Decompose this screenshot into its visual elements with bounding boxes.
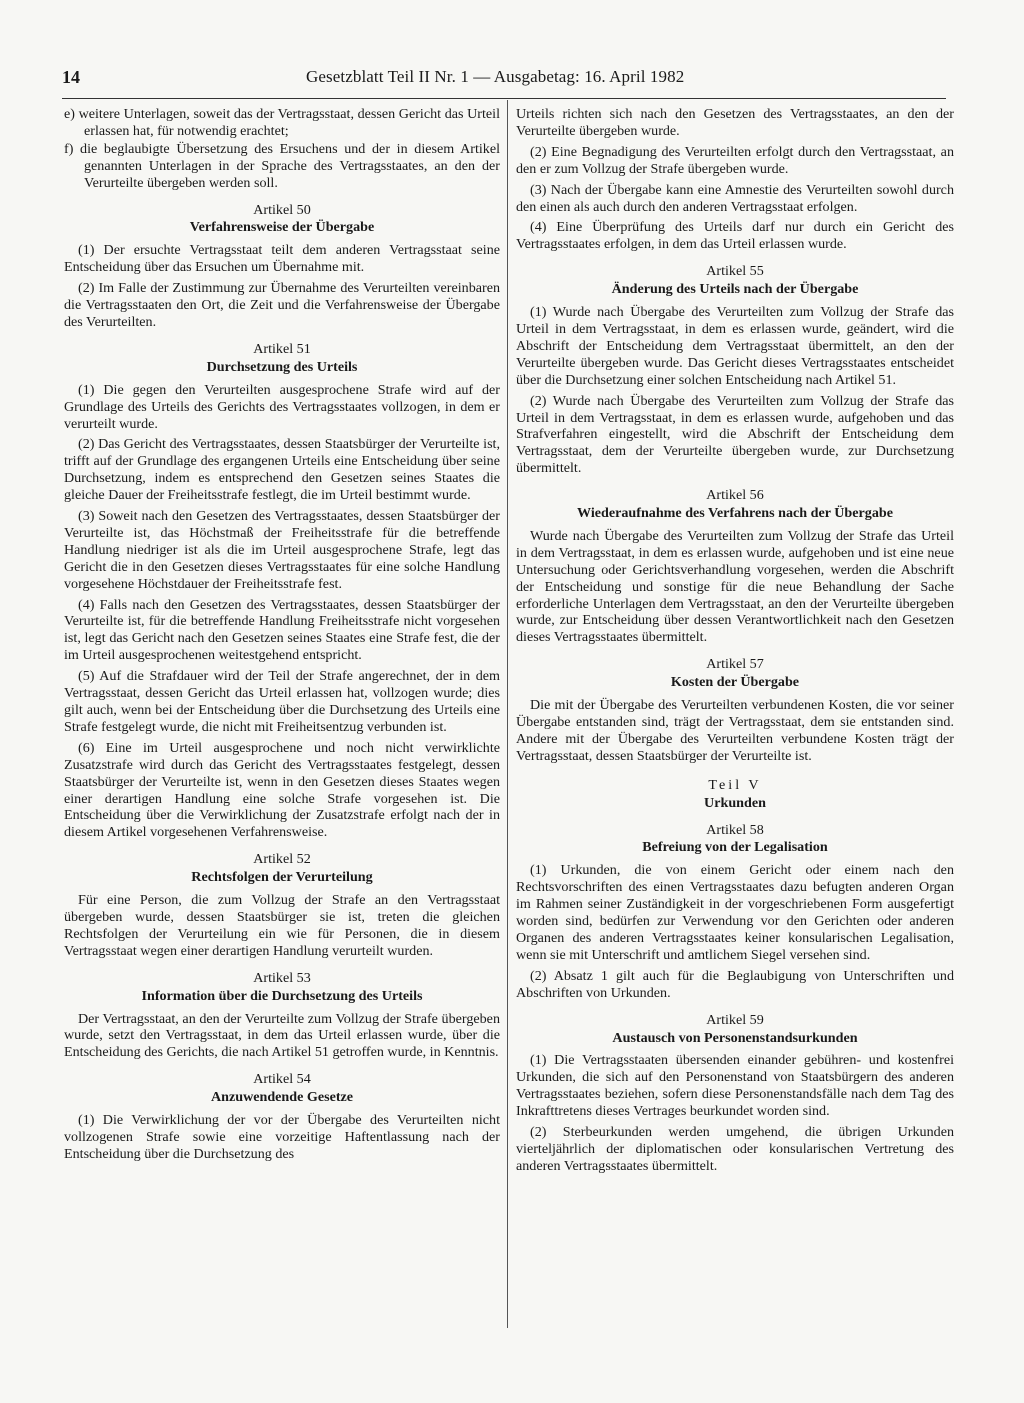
page-number: 14 <box>62 67 80 87</box>
article-heading: Durchsetzung des Urteils <box>206 358 358 375</box>
list-item: e) weitere Unterlagen, soweit das der Vertragsstaat, dessen Gericht das Urteil erlassen hat, für notwendig erachtet; <box>64 106 500 139</box>
paragraph: Der Vertragsstaat, an den der Verurteilte zum Vollzug der Strafe übergeben wurde, setzt den Vertragsstaat, in dem das Urteil erlassen wurde, über die Entscheidung des Gerichts, die nach Artikel 51 getroffen wurde, in Kenntnis. <box>64 1010 500 1061</box>
paragraph: (1) Die Verwirklichung der vor der Übergabe des Verurteilten nicht vollzogenen Strafe sowie eine vorzeitige Haftentlassung nach der Entscheidung über die Durchsetzung des <box>64 1112 500 1162</box>
article-heading: Kosten der Übergabe <box>670 674 800 691</box>
paragraph: (3) Nach der Übergabe kann eine Amnestie des Verurteilten sowohl durch den einen als auch durch den anderen Vertragsstaat erfolgen. <box>516 181 954 215</box>
paragraph: (2) Absatz 1 gilt auch für die Beglaubigung von Unterschriften und Abschriften von Urkunden. <box>516 967 954 1001</box>
paragraph: (6) Eine im Urteil ausgesprochene und noch nicht verwirklichte Zusatzstrafe wird durch das Gericht des Vertragsstaates festgelegt, dessen Staatsbürger der Verurteilte ist, wenn in den Gesetzen dieses Staates wegen einer derartigen Handlung eine solche Strafe vorgesehen ist. Die Entscheidung über die Verwirklichung der Zusatzstrafe erfolgt nach der in diesem Artikel vorgesehenen Verfahrensweise. <box>64 739 500 841</box>
paragraph: (1) Die gegen den Verurteilten ausgesprochene Strafe wird auf der Grundlage des Urteils des Gerichts des Vertragsstaates vollzogen, in dem er verurteilt wurde. <box>64 381 500 432</box>
paragraph-continued: Urteils richten sich nach den Gesetzen des Vertragsstaates, an den der Verurteilte übergeben wurde. <box>516 106 954 139</box>
article-heading: Rechtsfolgen der Verurteilung <box>191 869 373 886</box>
article-number: Artikel 59 <box>706 1011 764 1028</box>
part-heading: Urkunden <box>704 794 766 811</box>
list-item: f) die beglaubigte Übersetzung des Ersuchens und der in diesem Artikel genannten Unterlagen in der Sprache des Vertragsstaates, an den der Verurteilte übergeben werden soll. <box>64 140 500 191</box>
paragraph: (2) Im Falle der Zustimmung zur Übernahme des Verurteilten vereinbaren die Vertragsstaaten den Ort, die Zeit und die Verfahrensweise der Übergabe des Verurteilten. <box>64 280 500 330</box>
running-title: Gesetzblatt Teil II Nr. 1 — Ausgabetag: 16. April 1982 <box>306 67 685 86</box>
article-number: Artikel 53 <box>253 969 311 986</box>
article-heading: Anzuwendende Gesetze <box>210 1089 354 1106</box>
article-number: Artikel 58 <box>706 821 764 838</box>
paragraph: (1) Urkunden, die von einem Gericht oder einem nach den Rechtsvorschriften des einen Vertragsstaates dazu befugten anderen Organ im Rahmen seiner Zuständigkeit in der vorgeschriebenen Form ausgefertigt worden sind, bedürfen zur Verwendung vor den Gerichten oder anderen Organen des anderen Vertragsstaates keiner konsularischen Legalisation, wenn sie mit Unterschrift und amtlichem Siegel versehen sind. <box>516 862 954 963</box>
article-heading: Änderung des Urteils nach der Übergabe <box>611 281 859 298</box>
paragraph: Die mit der Übergabe des Verurteilten verbundenen Kosten, die vor seiner Übergabe entstanden sind, trägt der Vertragsstaat, dem sie entstanden sind. Andere mit der Übergabe des Verurteilten verbundene Kosten trägt der Vertragsstaat, dessen Staatsbürger der Verurteilte ist. <box>516 697 954 764</box>
header-rule <box>62 98 946 99</box>
left-column <box>64 106 500 1167</box>
paragraph: (1) Der ersuchte Vertragsstaat teilt dem anderen Vertragsstaat seine Entscheidung über das Ersuchen um Übernahme mit. <box>64 242 500 276</box>
paragraph: (3) Soweit nach den Gesetzen des Vertragsstaates, dessen Staatsbürger der Verurteilte ist, das Höchstmaß der Freiheitsstrafe für die betreffende Handlung niedriger ist als die im Urteil ausgesprochene Strafe, legt das Gericht die in den Gesetzen dieses Vertragsstaates für eine solche Handlung vorgesehene Höchstdauer der Freiheitsstrafe fest. <box>64 508 500 592</box>
paragraph: (2) Sterbeurkunden werden umgehend, die übrigen Urkunden vierteljährlich der diplomatischen oder konsularischen Vertretung des anderen Vertragsstaates übermittelt. <box>516 1124 954 1174</box>
article-heading: Verfahrensweise der Übergabe <box>189 219 375 236</box>
article-number: Artikel 55 <box>706 263 764 280</box>
article-number: Artikel 57 <box>706 656 764 673</box>
column-divider <box>507 100 508 1328</box>
article-number: Artikel 56 <box>706 487 764 504</box>
right-column <box>516 106 954 1179</box>
article-number: Artikel 50 <box>253 201 311 218</box>
paragraph: (5) Auf die Strafdauer wird der Teil der Strafe angerechnet, der in dem Vertragsstaat, dessen Gericht das Urteil erlassen hat, vollzogen wurde; dies gilt auch, wenn bei der Entscheidung über die Durchsetzung des Urteils eine Strafe festgelegt wurde, die nicht mit Freiheitsentzug verbunden ist. <box>64 668 500 735</box>
article-number: Artikel 54 <box>253 1071 311 1088</box>
paragraph: (4) Falls nach den Gesetzen des Vertragsstaates, dessen Staatsbürger der Verurteilte ist, für die betreffende Handlung Freiheitsstrafe nicht vorgesehen ist, legt das Gericht nach den Gesetzen seines Staates eine Strafe fest, die der im Urteil ausgesprochenen weitestgehend entspricht. <box>64 596 500 664</box>
paragraph: (1) Die Vertragsstaaten übersenden einander gebühren- und kostenfrei Urkunden, die sich auf den Personenstand von Staatsbürgern des anderen Vertragsstaates beziehen, sofern diese Personenstandsfälle nach dem Tag des Inkrafttretens dieses Vertrages beurkundet worden sind. <box>516 1052 954 1120</box>
paragraph: Für eine Person, die zum Vollzug der Strafe an den Vertragsstaat übergeben wurde, dessen Staatsbürger sie ist, treten die gleichen Rechtsfolgen der Verurteilung ein wie für Personen, die in diesem Vertragsstaat wegen einer derartigen Handlung verurteilt wurden. <box>64 892 500 959</box>
article-heading: Wiederaufnahme des Verfahrens nach der Übergabe <box>577 505 893 522</box>
paragraph: (2) Eine Begnadigung des Verurteilten erfolgt durch den Vertragsstaat, an den er zum Vollzug der Strafe übergeben wurde. <box>516 143 954 177</box>
article-number: Artikel 52 <box>253 851 311 868</box>
article-heading: Befreiung von der Legalisation <box>642 839 828 856</box>
paragraph: (2) Wurde nach Übergabe des Verurteilten zum Vollzug der Strafe das Urteil in dem Vertragsstaat, in dem es erlassen wurde, aufgehoben und das Strafverfahren eingestellt, wird die Abschrift der Entscheidung dem Vertragsstaat, dem der Verurteilte übergeben wurde, zur Durchsetzung übermittelt. <box>516 392 954 477</box>
article-heading: Austausch von Personenstandsurkunden <box>612 1029 858 1046</box>
article-heading: Information über die Durchsetzung des Urteils <box>141 987 423 1004</box>
paragraph: (2) Das Gericht des Vertragsstaates, dessen Staatsbürger der Verurteilte ist, trifft auf der Grundlage des ergangenen Urteils eine Entscheidung über seine Durchsetzung, indem es entsprechend den Gesetzen seines Staates die gleiche Dauer der Freiheitsstrafe festlegt, die im Urteil bestimmt wurde. <box>64 436 500 504</box>
article-number: Artikel 51 <box>253 340 311 357</box>
paragraph: (4) Eine Überprüfung des Urteils darf nur durch ein Gericht des Vertragsstaates erfolgen, in dem das Urteil erlassen wurde. <box>516 219 954 253</box>
paragraph: Wurde nach Übergabe des Verurteilten zum Vollzug der Strafe das Urteil in dem Vertragsstaat, in dem es erlassen wurde, aufgehoben und ist eine neue Untersuchung oder Gerichtsverhandlung vorgesehen, werden die Abschrift der Entscheidung und sonstige für die neue Behandlung der Sache erforderliche Unterlagen dem Vertragsstaat, an den der Verurteilte übergeben wurde, zur Entscheidung über dessen Verantwortlichkeit nach den Gesetzen dieses Vertragsstaates übermittelt. <box>516 527 954 646</box>
paragraph: (1) Wurde nach Übergabe des Verurteilten zum Vollzug der Strafe das Urteil in dem Vertragsstaat, in dem es erlassen wurde, geändert, wird die Abschrift der Entscheidung dem Vertragsstaat übermittelt, an den der Verurteilte übergeben wurde. Das Gericht dieses Vertragsstaates entscheidet über die Durchsetzung einer solchen Entscheidung nach Artikel 51. <box>516 304 954 388</box>
part-label: Teil V <box>708 776 762 793</box>
